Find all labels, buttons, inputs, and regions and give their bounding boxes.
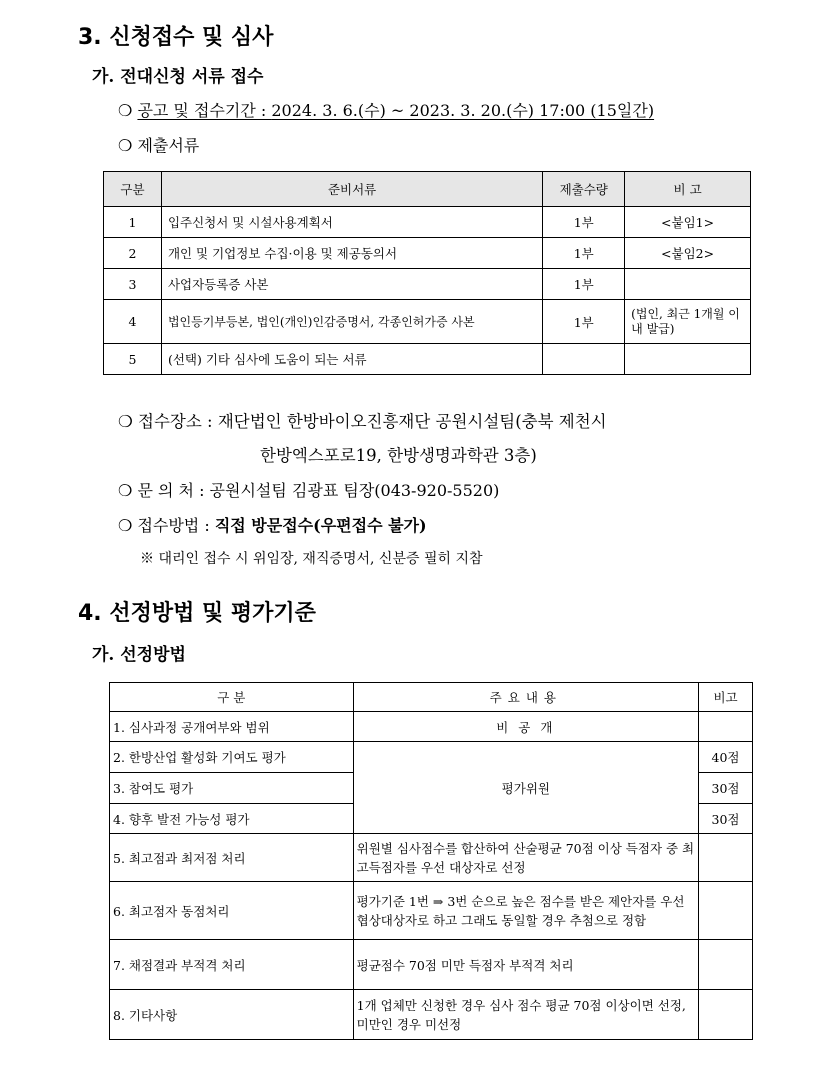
cell-doc: 개인 및 기업정보 수집·이용 및 제공동의서: [161, 238, 542, 269]
cell-item: 8. 기타사항: [110, 990, 354, 1040]
table-row: [104, 207, 751, 238]
table-row: [110, 712, 753, 742]
cell-note: [625, 269, 751, 300]
cell-item: 4. 향후 발전 가능성 평가: [110, 804, 354, 834]
cell-item: 7. 채점결과 부적격 처리: [110, 940, 354, 990]
cell-note: 30점: [699, 804, 753, 834]
table-header-row: [110, 683, 753, 712]
section-3-subtitle: 가. 전대신청 서류 접수: [92, 67, 264, 87]
cell-item: 6. 최고점자 동점처리: [110, 882, 354, 940]
period-value: 2024. 3. 6.(수) ~ 2023. 3. 20.(수) 17:00 (15일간): [271, 101, 655, 120]
cell-content: 평균점수 70점 미만 득점자 부적격 처리: [353, 940, 698, 990]
cell-qty: 1부: [543, 207, 625, 238]
submission-docs-table: [103, 171, 751, 375]
place-line-2: 한방엑스포로19, 한방생명과학관 3층): [260, 446, 537, 465]
period-label: 공고 및 접수기간 :: [137, 101, 272, 120]
section-4-subtitle: 가. 선정방법: [92, 645, 186, 665]
cell-no: 1: [104, 207, 162, 238]
col-header-category: 구 분: [110, 683, 354, 712]
cell-content-merged: 평가위원: [353, 742, 698, 834]
cell-content: 비 공 개: [353, 712, 698, 742]
table-header-row: [104, 172, 751, 207]
cell-note: [699, 882, 753, 940]
cell-note: [699, 712, 753, 742]
table-row: [104, 300, 751, 344]
cell-doc: 사업자등록증 사본: [161, 269, 542, 300]
cell-note: 40점: [699, 742, 753, 773]
place-line: [118, 408, 607, 432]
cell-note: (법인, 최근 1개월 이내 발급): [625, 300, 751, 344]
cell-qty: 1부: [543, 269, 625, 300]
bullet-icon: ❍: [118, 481, 133, 500]
cell-doc: 법인등기부등본, 법인(개인)인감증명서, 각종인허가증 사본: [161, 300, 542, 344]
cell-note: <붙임2>: [625, 238, 751, 269]
cell-qty: 1부: [543, 238, 625, 269]
col-header-qty: 제출수량: [543, 172, 625, 207]
contact-text: 문 의 처 : 공원시설팀 김광표 팀장(043-920-5520): [137, 481, 500, 500]
col-header-note: 비 고: [625, 172, 751, 207]
cell-qty: [543, 344, 625, 375]
bullet-icon: ❍: [118, 136, 133, 155]
cell-item: 2. 한방산업 활성화 기여도 평가: [110, 742, 354, 773]
contact-line: [118, 478, 499, 501]
bullet-icon: ❍: [118, 412, 133, 431]
period-line: [118, 98, 654, 121]
col-header-no: 구분: [104, 172, 162, 207]
cell-item: 1. 심사과정 공개여부와 범위: [110, 712, 354, 742]
cell-item: 3. 참여도 평가: [110, 773, 354, 804]
docs-label: 제출서류: [137, 136, 200, 155]
cell-note: 30점: [699, 773, 753, 804]
cell-content: 위원별 심사점수를 합산하여 산술평균 70점 이상 득점자 중 최고득점자를 우선 대상자로 선정: [353, 834, 698, 882]
table-row: [110, 990, 753, 1040]
col-header-docs: 준비서류: [161, 172, 542, 207]
cell-note: [699, 940, 753, 990]
table-row: [110, 882, 753, 940]
col-header-content: 주요내용: [353, 683, 698, 712]
place-line-1: 접수장소 : 재단법인 한방바이오진흥재단 공원시설팀(충북 제천시: [138, 412, 607, 431]
table-row: [104, 238, 751, 269]
bullet-icon: ❍: [118, 101, 133, 120]
cell-content: 평가기준 1번 ⇒ 3번 순으로 높은 점수를 받은 제안자를 우선협상대상자로 하고 그래도 동일할 경우 추첨으로 정함: [353, 882, 698, 940]
proxy-note: ※ 대리인 접수 시 위임장, 재직증명서, 신분증 필히 지참: [140, 551, 483, 567]
cell-doc: (선택) 기타 심사에 도움이 되는 서류: [161, 344, 542, 375]
bullet-icon: ❍: [118, 516, 133, 535]
cell-no: 3: [104, 269, 162, 300]
cell-note: [699, 990, 753, 1040]
section-3-title: 3. 신청접수 및 심사: [78, 25, 274, 50]
method-line: [118, 513, 427, 536]
selection-method-table: [109, 682, 753, 1040]
table-row: [104, 344, 751, 375]
cell-item: 5. 최고점과 최저점 처리: [110, 834, 354, 882]
table-row: [110, 940, 753, 990]
section-4-title: 4. 선정방법 및 평가기준: [78, 601, 316, 626]
method-value: 직접 방문접수(우편접수 불가): [214, 516, 427, 535]
col-header-note: 비고: [699, 683, 753, 712]
cell-content: 1개 업체만 신청한 경우 심사 점수 평균 70점 이상이면 선정, 미만인 경우 미선정: [353, 990, 698, 1040]
cell-no: 2: [104, 238, 162, 269]
cell-note: [625, 344, 751, 375]
cell-no: 5: [104, 344, 162, 375]
table-row: [110, 834, 753, 882]
cell-note: <붙임1>: [625, 207, 751, 238]
cell-qty: 1부: [543, 300, 625, 344]
cell-doc: 입주신청서 및 시설사용계획서: [161, 207, 542, 238]
cell-note: [699, 834, 753, 882]
docs-line: [118, 133, 199, 156]
method-label: 접수방법 :: [137, 516, 215, 535]
cell-no: 4: [104, 300, 162, 344]
table-row: [104, 269, 751, 300]
table-row: [110, 742, 753, 773]
